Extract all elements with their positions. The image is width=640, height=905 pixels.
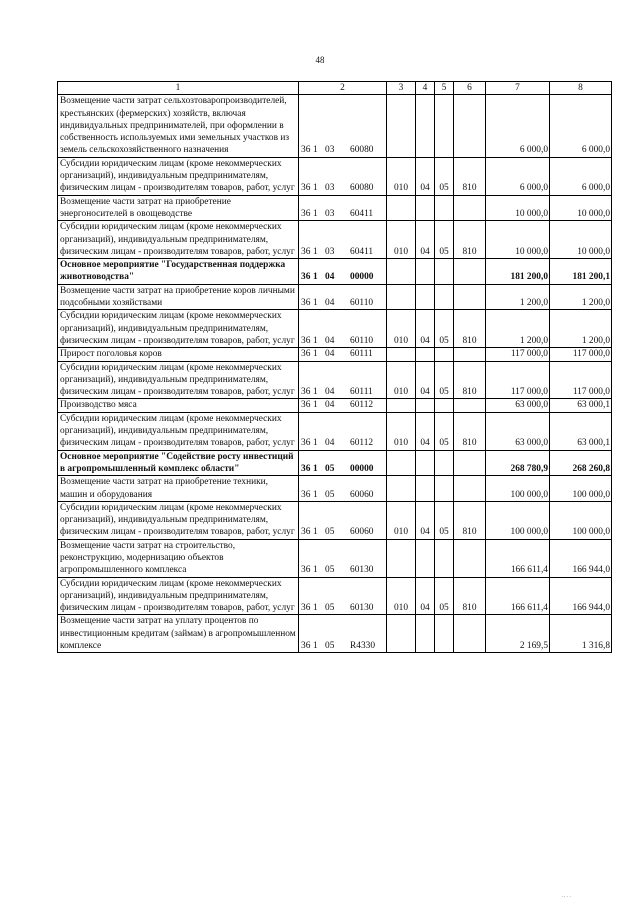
table-row	[58, 361, 612, 399]
col-5-cell	[435, 284, 454, 310]
budget-code	[299, 259, 387, 285]
col-4-cell	[416, 539, 435, 577]
code-direction: 60110	[350, 298, 374, 309]
col-3-cell: 010	[387, 412, 416, 450]
code-measure: 04	[325, 298, 335, 309]
code-direction: 60130	[350, 603, 374, 614]
code-direction: 00000	[350, 463, 374, 474]
col-4-cell: 04	[416, 412, 435, 450]
col-4-cell	[416, 615, 435, 653]
amount-col-8: 117 000,0	[550, 361, 612, 399]
col-6-cell: 810	[454, 157, 486, 195]
col-3-cell: 010	[387, 157, 416, 195]
col-5-cell: 05	[435, 577, 454, 615]
header-cell: 5	[435, 82, 454, 95]
header-cell: 1	[58, 82, 299, 95]
code-measure: 04	[325, 335, 335, 346]
code-measure: 04	[325, 272, 335, 283]
item-name: Возмещение части затрат на строительство, реконструкцию, модернизацию объектов агропромышленного комплекса	[58, 539, 299, 577]
col-3-cell	[387, 284, 416, 310]
col-3-cell: 010	[387, 361, 416, 399]
item-name: Субсидии юридическим лицам (кроме некоммерческих организаций), индивидуальным предпринимателям, физическим лицам - производителям товаров, работ, услуг	[58, 310, 299, 348]
code-subprogram: 1	[313, 438, 318, 449]
amount-col-8: 1 200,0	[550, 310, 612, 348]
code-subprogram: 1	[313, 208, 318, 219]
code-program: 36	[301, 208, 311, 219]
col-3-cell: 010	[387, 310, 416, 348]
amount-col-7: 10 000,0	[486, 195, 550, 221]
code-program: 36	[301, 438, 311, 449]
budget-code	[299, 195, 387, 221]
item-name: Субсидии юридическим лицам (кроме некоммерческих организаций), индивидуальным предпринимателям, физическим лицам - производителям товаров, работ, услуг	[58, 501, 299, 539]
code-subprogram: 1	[313, 565, 318, 576]
table-row	[58, 412, 612, 450]
code-subprogram: 1	[313, 183, 318, 194]
code-subprogram: 1	[313, 463, 318, 474]
code-direction: 60060	[350, 527, 374, 538]
code-measure: 04	[325, 438, 335, 449]
code-measure: 04	[325, 349, 335, 360]
col-4-cell: 04	[416, 310, 435, 348]
col-4-cell	[416, 348, 435, 361]
code-program: 36	[301, 335, 311, 346]
code-measure: 04	[325, 387, 335, 398]
table-row	[58, 348, 612, 361]
footer-marks: .. . .	[562, 893, 571, 899]
amount-col-7: 2 169,5	[486, 615, 550, 653]
amount-col-8: 63 000,1	[550, 399, 612, 412]
col-6-cell: 810	[454, 501, 486, 539]
code-measure: 03	[325, 246, 335, 257]
col-5-cell	[435, 615, 454, 653]
item-name: Возмещение части затрат на приобретение техники, машин и оборудования	[58, 476, 299, 502]
col-3-cell: 010	[387, 501, 416, 539]
code-direction: 60111	[350, 387, 373, 398]
amount-col-8: 10 000,0	[550, 195, 612, 221]
amount-col-8: 268 260,8	[550, 450, 612, 476]
amount-col-8: 63 000,1	[550, 412, 612, 450]
budget-code	[299, 95, 387, 157]
col-6-cell: 810	[454, 221, 486, 259]
budget-code	[299, 412, 387, 450]
col-4-cell: 04	[416, 157, 435, 195]
item-name: Основное мероприятие "Государственная поддержка животноводства"	[58, 259, 299, 285]
code-direction: R4330	[350, 641, 376, 652]
amount-col-8: 181 200,1	[550, 259, 612, 285]
col-3-cell	[387, 259, 416, 285]
code-program: 36	[301, 183, 311, 194]
code-measure: 05	[325, 641, 335, 652]
col-6-cell	[454, 95, 486, 157]
budget-code	[299, 284, 387, 310]
code-subprogram: 1	[313, 272, 318, 283]
item-name: Субсидии юридическим лицам (кроме некоммерческих организаций), индивидуальным предпринимателям, физическим лицам - производителям товаров, работ, услуг	[58, 157, 299, 195]
col-4-cell	[416, 284, 435, 310]
code-direction: 60080	[350, 145, 374, 156]
col-4-cell	[416, 399, 435, 412]
code-direction: 60130	[350, 565, 374, 576]
code-subprogram: 1	[313, 145, 318, 156]
amount-col-7: 117 000,0	[486, 348, 550, 361]
amount-col-7: 6 000,0	[486, 95, 550, 157]
col-5-cell: 05	[435, 412, 454, 450]
amount-col-7: 100 000,0	[486, 476, 550, 502]
col-6-cell: 810	[454, 361, 486, 399]
col-4-cell	[416, 259, 435, 285]
amount-col-8: 6 000,0	[550, 95, 612, 157]
item-name: Возмещение части затрат на приобретение коров личными подсобными хозяйствами	[58, 284, 299, 310]
amount-col-7: 117 000,0	[486, 361, 550, 399]
budget-code	[299, 157, 387, 195]
budget-code	[299, 539, 387, 577]
col-5-cell: 05	[435, 157, 454, 195]
table-row	[58, 476, 612, 502]
col-4-cell	[416, 450, 435, 476]
code-measure: 03	[325, 208, 335, 219]
item-name: Субсидии юридическим лицам (кроме некоммерческих организаций), индивидуальным предпринимателям, физическим лицам - производителям товаров, работ, услуг	[58, 412, 299, 450]
code-program: 36	[301, 349, 311, 360]
header-cell: 7	[486, 82, 550, 95]
table-row	[58, 399, 612, 412]
code-subprogram: 1	[313, 246, 318, 257]
col-6-cell	[454, 476, 486, 502]
code-direction: 60111	[350, 349, 373, 360]
code-subprogram: 1	[313, 400, 318, 411]
code-direction: 60080	[350, 183, 374, 194]
amount-col-8: 117 000,0	[550, 348, 612, 361]
code-program: 36	[301, 298, 311, 309]
col-4-cell: 04	[416, 361, 435, 399]
col-3-cell	[387, 539, 416, 577]
item-name: Возмещение части затрат на уплату процентов по инвестиционным кредитам (займам) в агропромышленном комплексе	[58, 615, 299, 653]
header-cell: 6	[454, 82, 486, 95]
header-cell: 3	[387, 82, 416, 95]
code-subprogram: 1	[313, 603, 318, 614]
col-3-cell: 010	[387, 221, 416, 259]
table-row	[58, 221, 612, 259]
amount-col-8: 1 200,0	[550, 284, 612, 310]
amount-col-7: 181 200,0	[486, 259, 550, 285]
col-5-cell	[435, 195, 454, 221]
amount-col-7: 100 000,0	[486, 501, 550, 539]
col-6-cell	[454, 399, 486, 412]
code-subprogram: 1	[313, 527, 318, 538]
table-row	[58, 577, 612, 615]
header-cell: 8	[550, 82, 612, 95]
code-program: 36	[301, 145, 311, 156]
code-direction: 60411	[350, 246, 374, 257]
col-6-cell	[454, 195, 486, 221]
header-row	[58, 82, 612, 95]
col-6-cell	[454, 348, 486, 361]
col-6-cell: 810	[454, 577, 486, 615]
table-row	[58, 95, 612, 157]
budget-code	[299, 476, 387, 502]
col-5-cell	[435, 259, 454, 285]
col-6-cell	[454, 450, 486, 476]
budget-code	[299, 501, 387, 539]
amount-col-7: 1 200,0	[486, 284, 550, 310]
col-5-cell	[435, 348, 454, 361]
col-4-cell	[416, 476, 435, 502]
code-program: 36	[301, 387, 311, 398]
col-6-cell: 810	[454, 412, 486, 450]
col-4-cell: 04	[416, 577, 435, 615]
table-row	[58, 284, 612, 310]
table-row	[58, 157, 612, 195]
table-row	[58, 259, 612, 285]
col-3-cell	[387, 450, 416, 476]
amount-col-7: 10 000,0	[486, 221, 550, 259]
col-5-cell	[435, 450, 454, 476]
code-measure: 05	[325, 489, 335, 500]
code-program: 36	[301, 603, 311, 614]
item-name: Основное мероприятие "Содействие росту инвестиций в агропромышленный комплекс области"	[58, 450, 299, 476]
code-measure: 04	[325, 400, 335, 411]
col-6-cell	[454, 539, 486, 577]
code-measure: 05	[325, 463, 335, 474]
budget-code	[299, 221, 387, 259]
col-4-cell: 04	[416, 501, 435, 539]
code-subprogram: 1	[313, 641, 318, 652]
amount-col-7: 166 611,4	[486, 577, 550, 615]
code-measure: 05	[325, 565, 335, 576]
code-program: 36	[301, 527, 311, 538]
amount-col-7: 63 000,0	[486, 412, 550, 450]
code-program: 36	[301, 463, 311, 474]
col-5-cell: 05	[435, 361, 454, 399]
col-5-cell: 05	[435, 310, 454, 348]
col-3-cell: 010	[387, 577, 416, 615]
budget-table	[57, 81, 612, 653]
col-3-cell	[387, 615, 416, 653]
table-row	[58, 539, 612, 577]
code-program: 36	[301, 400, 311, 411]
code-measure: 03	[325, 145, 335, 156]
code-subprogram: 1	[313, 349, 318, 360]
col-4-cell	[416, 95, 435, 157]
col-5-cell	[435, 399, 454, 412]
amount-col-7: 268 780,9	[486, 450, 550, 476]
col-5-cell	[435, 539, 454, 577]
code-subprogram: 1	[313, 387, 318, 398]
item-name: Возмещение части затрат на приобретение энергоносителей в овощеводстве	[58, 195, 299, 221]
table-row	[58, 450, 612, 476]
code-direction: 60060	[350, 489, 374, 500]
table-row	[58, 615, 612, 653]
item-name: Возмещение части затрат сельхозтоваропроизводителей, крестьянских (фермерских) хозяйств, включая индивидуальных предпринимателей, при оформлении в собственность используемых ими земельных участков из земель сельскохозяйственного назначения	[58, 95, 299, 157]
amount-col-8: 10 000,0	[550, 221, 612, 259]
table-row	[58, 310, 612, 348]
amount-col-7: 166 611,4	[486, 539, 550, 577]
code-direction: 60110	[350, 335, 374, 346]
budget-code	[299, 399, 387, 412]
code-measure: 05	[325, 603, 335, 614]
col-3-cell	[387, 399, 416, 412]
code-program: 36	[301, 641, 311, 652]
col-5-cell	[435, 95, 454, 157]
col-6-cell	[454, 284, 486, 310]
code-program: 36	[301, 246, 311, 257]
budget-code	[299, 450, 387, 476]
budget-code	[299, 361, 387, 399]
item-name: Субсидии юридическим лицам (кроме некоммерческих организаций), индивидуальным предпринимателям, физическим лицам - производителям товаров, работ, услуг	[58, 361, 299, 399]
amount-col-8: 166 944,0	[550, 577, 612, 615]
table-row	[58, 501, 612, 539]
col-6-cell	[454, 615, 486, 653]
code-direction: 60112	[350, 438, 374, 449]
budget-code	[299, 577, 387, 615]
col-3-cell	[387, 95, 416, 157]
col-5-cell	[435, 476, 454, 502]
amount-col-7: 6 000,0	[486, 157, 550, 195]
col-3-cell	[387, 476, 416, 502]
table-row	[58, 195, 612, 221]
code-direction: 60112	[350, 400, 374, 411]
item-name: Субсидии юридическим лицам (кроме некоммерческих организаций), индивидуальным предпринимателям, физическим лицам - производителям товаров, работ, услуг	[58, 221, 299, 259]
code-measure: 05	[325, 527, 335, 538]
col-5-cell: 05	[435, 221, 454, 259]
header-cell: 4	[416, 82, 435, 95]
code-direction: 00000	[350, 272, 374, 283]
amount-col-8: 100 000,0	[550, 476, 612, 502]
table-body	[58, 95, 612, 653]
code-measure: 03	[325, 183, 335, 194]
code-direction: 60411	[350, 208, 374, 219]
amount-col-8: 100 000,0	[550, 501, 612, 539]
code-subprogram: 1	[313, 298, 318, 309]
amount-col-8: 1 316,8	[550, 615, 612, 653]
col-6-cell	[454, 259, 486, 285]
code-program: 36	[301, 565, 311, 576]
code-subprogram: 1	[313, 335, 318, 346]
budget-code	[299, 348, 387, 361]
budget-code	[299, 310, 387, 348]
col-6-cell: 810	[454, 310, 486, 348]
col-3-cell	[387, 195, 416, 221]
col-3-cell	[387, 348, 416, 361]
header-cell: 2	[299, 82, 387, 95]
col-5-cell: 05	[435, 501, 454, 539]
budget-code	[299, 615, 387, 653]
item-name: Прирост поголовья коров	[58, 348, 299, 361]
amount-col-8: 6 000,0	[550, 157, 612, 195]
col-4-cell: 04	[416, 221, 435, 259]
amount-col-8: 166 944,0	[550, 539, 612, 577]
item-name: Субсидии юридическим лицам (кроме некоммерческих организаций), индивидуальным предпринимателям, физическим лицам - производителям товаров, работ, услуг	[58, 577, 299, 615]
code-subprogram: 1	[313, 489, 318, 500]
amount-col-7: 1 200,0	[486, 310, 550, 348]
amount-col-7: 63 000,0	[486, 399, 550, 412]
col-4-cell	[416, 195, 435, 221]
item-name: Производство мяса	[58, 399, 299, 412]
code-program: 36	[301, 489, 311, 500]
code-program: 36	[301, 272, 311, 283]
page-number: 48	[315, 55, 325, 65]
